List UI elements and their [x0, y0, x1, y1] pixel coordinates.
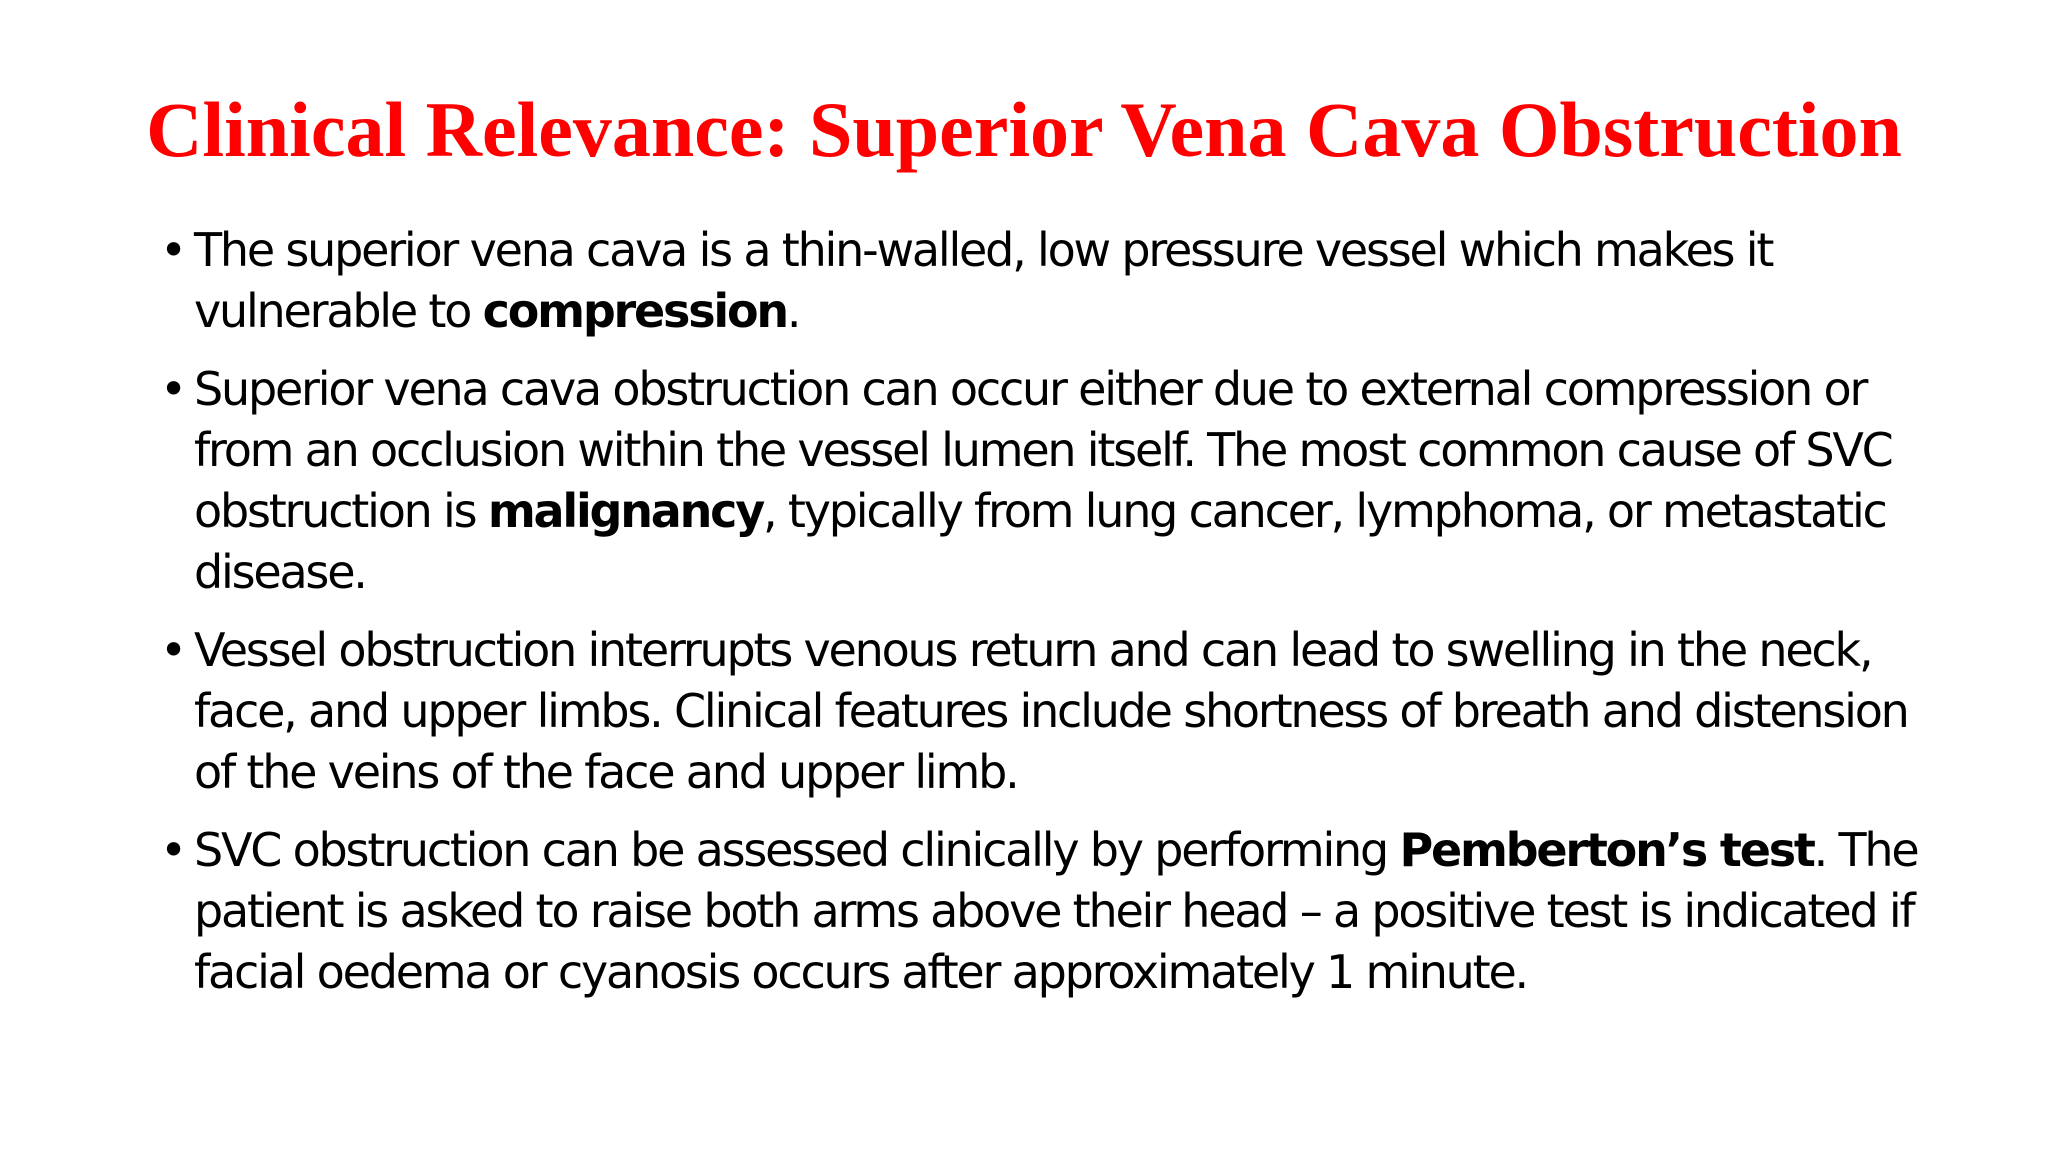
bullet-text-end: . The patient is asked to raise both arms above their head – a positive test is indicated if facial oedema or cyanosis occurs after approximately 1 minute.: [194, 823, 1918, 999]
bullet-marker: •: [160, 362, 188, 416]
bullet-text: SVC obstruction can be assessed clinically by performing: [194, 823, 1400, 877]
bullet-emphasis: compression: [482, 284, 787, 338]
bullet-text-end: .: [786, 284, 800, 338]
bullet-item-4: [160, 820, 1920, 1003]
bullet-marker: •: [160, 623, 188, 677]
bullet-text: Vessel obstruction interrupts venous return and can lead to swelling in the neck, face, and upper limbs. Clinical features include shortness of breath and distension of the veins of the face and upper limb.: [194, 623, 1908, 799]
bullet-emphasis: malignancy: [487, 484, 764, 538]
bullet-item-2: [160, 359, 1920, 603]
bullet-text: The superior vena cava is a thin-walled, low pressure vessel which makes it vulnerable to: [194, 223, 1773, 338]
bullet-emphasis: Pemberton’s test: [1399, 823, 1814, 877]
bullet-marker: •: [160, 823, 188, 877]
slide-title: Clinical Relevance: Superior Vena Cava Obstruction: [146, 86, 1902, 173]
bullet-list: [160, 220, 1920, 1020]
bullet-item-3: [160, 620, 1920, 803]
bullet-item-1: [160, 220, 1920, 342]
bullet-marker: •: [160, 223, 188, 277]
bullet-text: Superior vena cava obstruction can occur either due to external compression or from an occlusion within the vessel lumen itself. The most common cause of SVC obstruction is: [194, 362, 1892, 538]
bullet-text-end: , typically from lung cancer, lymphoma, or metastatic disease.: [194, 484, 1886, 599]
